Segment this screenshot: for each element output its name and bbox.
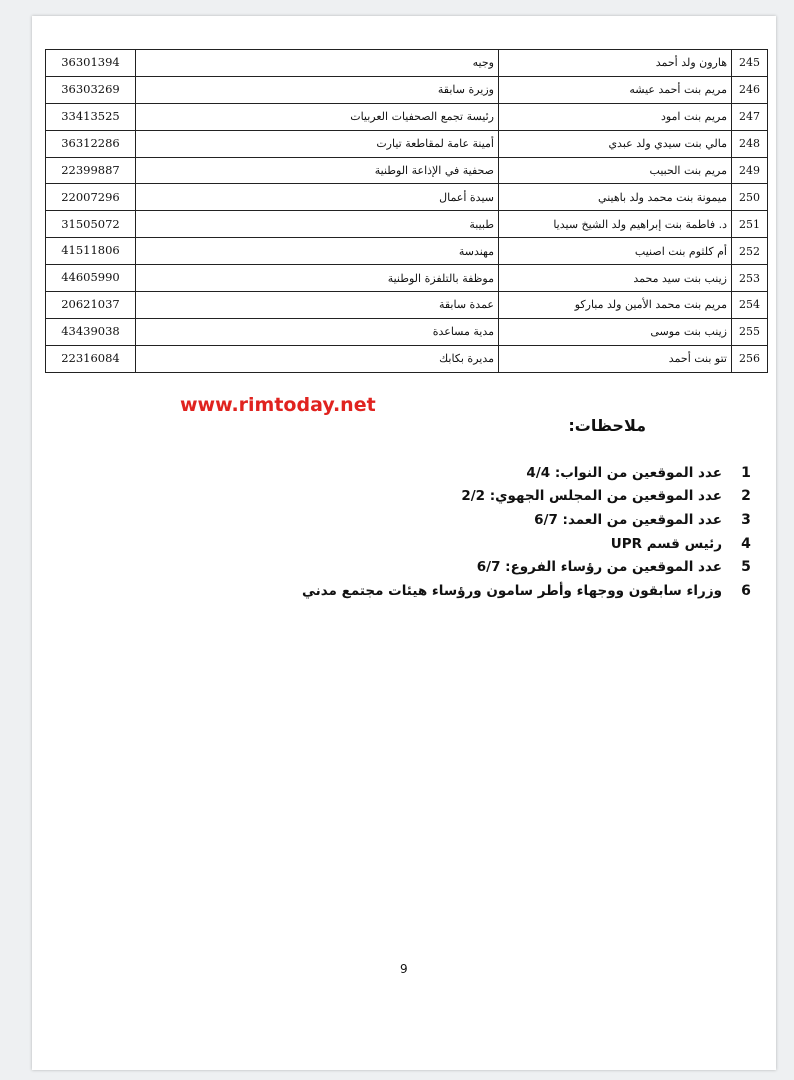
note-item: [198, 579, 758, 603]
note-text: وزراء سابقون ووجهاء وأطر سامون ورؤساء هيئات مجتمع مدني: [302, 582, 722, 599]
name-cell: زينب بنت موسى: [499, 318, 732, 345]
row-number-cell: 248: [732, 130, 768, 157]
phone-cell: 44605990: [46, 265, 136, 292]
note-number: 3: [741, 511, 751, 528]
note-item: [198, 485, 758, 509]
phone-cell: 31505072: [46, 211, 136, 238]
phone-cell: 22007296: [46, 184, 136, 211]
row-number-cell: 250: [732, 184, 768, 211]
table-row: [46, 76, 768, 103]
table-row: [46, 292, 768, 319]
job-cell: وجيه: [136, 50, 499, 77]
table-row: [46, 184, 768, 211]
row-number-cell: 254: [732, 292, 768, 319]
job-cell: طبيبة: [136, 211, 499, 238]
phone-cell: 36312286: [46, 130, 136, 157]
note-item: [198, 508, 758, 532]
notes-list: [198, 461, 758, 603]
job-cell: صحفية في الإذاعة الوطنية: [136, 157, 499, 184]
name-cell: مريم بنت أحمد عيشه: [499, 76, 732, 103]
job-cell: سيدة أعمال: [136, 184, 499, 211]
table-row: [46, 211, 768, 238]
note-number: 4: [741, 535, 751, 552]
note-number: 6: [741, 582, 751, 599]
name-cell: أم كلثوم بنت اصنيب: [499, 238, 732, 265]
phone-cell: 20621037: [46, 292, 136, 319]
row-number-cell: 247: [732, 103, 768, 130]
note-number: 2: [741, 488, 751, 505]
page-number: 9: [400, 962, 408, 976]
table-row: [46, 157, 768, 184]
name-cell: د. فاطمة بنت إبراهيم ولد الشيخ سيديا: [499, 211, 732, 238]
row-number-cell: 249: [732, 157, 768, 184]
name-cell: مريم بنت امود: [499, 103, 732, 130]
notes-title: ملاحظات:: [568, 416, 646, 435]
note-text: عدد الموقعين من النواب: 4/4: [526, 464, 722, 481]
note-text: عدد الموقعين من رؤساء الفروع: 6/7: [476, 559, 722, 576]
name-cell: مريم بنت الحبيب: [499, 157, 732, 184]
table-row: [46, 50, 768, 77]
note-text: رئيس قسم UPR: [610, 535, 722, 552]
job-cell: وزيرة سابقة: [136, 76, 499, 103]
note-number: 5: [741, 559, 751, 576]
name-cell: تتو بنت أحمد: [499, 345, 732, 372]
row-number-cell: 246: [732, 76, 768, 103]
note-item: [198, 532, 758, 556]
row-number-cell: 252: [732, 238, 768, 265]
note-item: [198, 555, 758, 579]
phone-cell: 36301394: [46, 50, 136, 77]
job-cell: مدية مساعدة: [136, 318, 499, 345]
name-cell: مريم بنت محمد الأمين ولد مباركو: [499, 292, 732, 319]
name-cell: هارون ولد أحمد: [499, 50, 732, 77]
row-number-cell: 251: [732, 211, 768, 238]
note-text: عدد الموقعين من المجلس الجهوي: 2/2: [461, 488, 722, 505]
row-number-cell: 253: [732, 265, 768, 292]
row-number-cell: 255: [732, 318, 768, 345]
table-row: [46, 265, 768, 292]
note-number: 1: [741, 464, 751, 481]
watermark-url: www.rimtoday.net: [180, 394, 376, 416]
signatories-table: [45, 49, 768, 373]
job-cell: موظفة بالتلفزة الوطنية: [136, 265, 499, 292]
table-row: [46, 318, 768, 345]
row-number-cell: 256: [732, 345, 768, 372]
note-item: [198, 461, 758, 485]
phone-cell: 22399887: [46, 157, 136, 184]
document-page: [32, 16, 776, 1070]
name-cell: مالي بنت سيدي ولد عبدي: [499, 130, 732, 157]
note-text: عدد الموقعين من العمد: 6/7: [534, 511, 722, 528]
job-cell: أمينة عامة لمقاطعة تيارت: [136, 130, 499, 157]
job-cell: عمدة سابقة: [136, 292, 499, 319]
job-cell: رئيسة تجمع الصحفيات العربيات: [136, 103, 499, 130]
table-row: [46, 238, 768, 265]
table-row: [46, 130, 768, 157]
table-row: [46, 103, 768, 130]
phone-cell: 43439038: [46, 318, 136, 345]
phone-cell: 22316084: [46, 345, 136, 372]
job-cell: مهندسة: [136, 238, 499, 265]
phone-cell: 33413525: [46, 103, 136, 130]
phone-cell: 36303269: [46, 76, 136, 103]
table-row: [46, 345, 768, 372]
name-cell: زينب بنت سيد محمد: [499, 265, 732, 292]
phone-cell: 41511806: [46, 238, 136, 265]
name-cell: ميمونة بنت محمد ولد باهيني: [499, 184, 732, 211]
row-number-cell: 245: [732, 50, 768, 77]
job-cell: مديرة بكابك: [136, 345, 499, 372]
